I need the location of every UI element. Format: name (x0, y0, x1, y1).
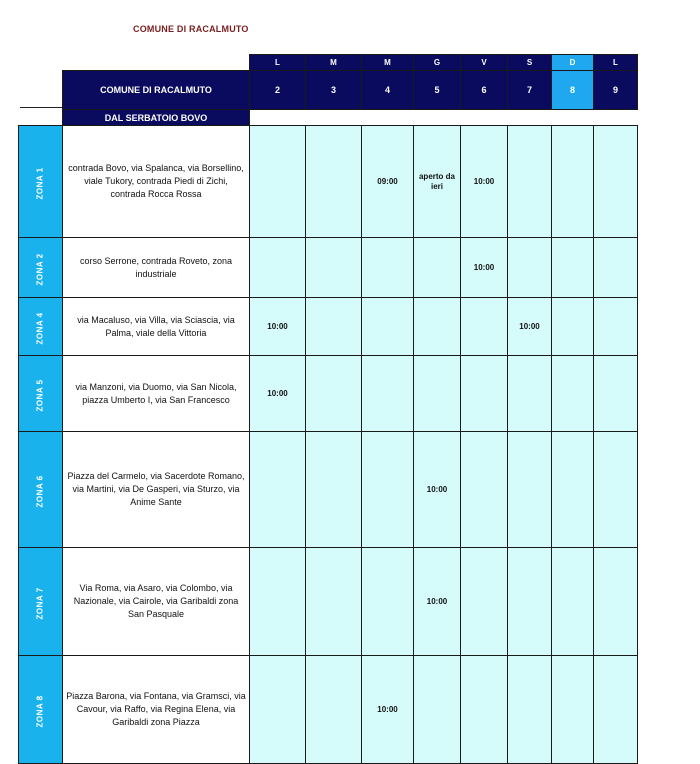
schedule-cell: 10:00 (414, 548, 461, 656)
day-number: 2 (250, 71, 306, 110)
schedule-cell (461, 548, 508, 656)
zone-streets: Piazza Barona, via Fontana, via Gramsci, via Cavour, via Raffo, via Regina Elena, via Garibaldi zona Piazza (63, 656, 250, 764)
schedule-cell (362, 356, 414, 432)
zone-row (19, 548, 638, 656)
schedule-cell (508, 238, 552, 298)
day-letter: S (508, 55, 552, 71)
day-letter-row (19, 55, 638, 71)
zone-streets: contrada Bovo, via Spalanca, via Borsellino, viale Tukory, contrada Piedi di Zichi, contrada Rocca Rossa (63, 126, 250, 238)
schedule-cell (250, 238, 306, 298)
table-header-label: COMUNE DI RACALMUTO (63, 71, 250, 110)
zone-label: ZONA 8 (19, 656, 63, 764)
schedule-cell (552, 356, 594, 432)
day-number: 9 (594, 71, 638, 110)
schedule-cell (508, 548, 552, 656)
day-number: 7 (508, 71, 552, 110)
schedule-cell (552, 238, 594, 298)
schedule-cell (362, 432, 414, 548)
day-number-highlighted: 8 (552, 71, 594, 110)
sub-header-label: DAL SERBATOIO BOVO (63, 110, 250, 126)
zone-label: ZONA 4 (19, 298, 63, 356)
schedule-cell (250, 656, 306, 764)
day-letter: L (250, 55, 306, 71)
schedule-cell (461, 356, 508, 432)
schedule-cell (594, 238, 638, 298)
day-letter-highlighted: D (552, 55, 594, 71)
schedule-cell (594, 298, 638, 356)
zone-streets: via Macaluso, via Villa, via Sciascia, via Palma, viale della Vittoria (63, 298, 250, 356)
day-number-row (19, 71, 638, 110)
schedule-cell: 10:00 (414, 432, 461, 548)
schedule-cell (552, 548, 594, 656)
schedule-cell (306, 656, 362, 764)
day-letter: M (306, 55, 362, 71)
schedule-cell (594, 432, 638, 548)
zone-label: ZONA 2 (19, 238, 63, 298)
day-number: 6 (461, 71, 508, 110)
zone-label: ZONA 1 (19, 126, 63, 238)
day-letter: G (414, 55, 461, 71)
schedule-cell (414, 656, 461, 764)
schedule-cell: aperto da ieri (414, 126, 461, 238)
schedule-cell: 10:00 (461, 238, 508, 298)
schedule-cell (461, 298, 508, 356)
day-number: 3 (306, 71, 362, 110)
zone-label: ZONA 7 (19, 548, 63, 656)
schedule-cell (362, 548, 414, 656)
zone-row (19, 126, 638, 238)
schedule-cell (552, 656, 594, 764)
schedule-cell: 10:00 (461, 126, 508, 238)
schedule-cell (508, 356, 552, 432)
zone-row (19, 298, 638, 356)
document-title: COMUNE DI RACALMUTO (133, 24, 249, 34)
schedule-cell (306, 298, 362, 356)
schedule-cell (508, 126, 552, 238)
zone-streets: corso Serrone, contrada Roveto, zona industriale (63, 238, 250, 298)
schedule-cell (461, 432, 508, 548)
schedule-cell (508, 432, 552, 548)
zone-row (19, 432, 638, 548)
zone-streets: via Manzoni, via Duomo, via San Nicola, piazza Umberto I, via San Francesco (63, 356, 250, 432)
schedule-cell (552, 298, 594, 356)
water-schedule-table (18, 54, 638, 764)
schedule-cell: 10:00 (362, 656, 414, 764)
schedule-cell: 10:00 (250, 298, 306, 356)
schedule-cell (552, 432, 594, 548)
schedule-cell (414, 238, 461, 298)
schedule-cell (594, 656, 638, 764)
day-number: 4 (362, 71, 414, 110)
schedule-cell (306, 126, 362, 238)
schedule-cell (306, 432, 362, 548)
schedule-cell (250, 126, 306, 238)
zone-streets: Via Roma, via Asaro, via Colombo, via Nazionale, via Cairole, via Garibaldi zona San Pasquale (63, 548, 250, 656)
sub-header-row (19, 110, 638, 126)
day-letter: M (362, 55, 414, 71)
schedule-cell (362, 238, 414, 298)
schedule-cell (594, 548, 638, 656)
schedule-cell (414, 356, 461, 432)
zone-label: ZONA 5 (19, 356, 63, 432)
schedule-cell (306, 548, 362, 656)
zone-row (19, 238, 638, 298)
schedule-cell: 09:00 (362, 126, 414, 238)
schedule-cell (594, 356, 638, 432)
zone-row (19, 656, 638, 764)
zone-row (19, 356, 638, 432)
schedule-cell (362, 298, 414, 356)
schedule-cell (552, 126, 594, 238)
day-number: 5 (414, 71, 461, 110)
schedule-cell: 10:00 (508, 298, 552, 356)
schedule-cell (306, 356, 362, 432)
day-letter: V (461, 55, 508, 71)
schedule-cell (414, 298, 461, 356)
zone-label: ZONA 6 (19, 432, 63, 548)
schedule-cell (594, 126, 638, 238)
schedule-cell (461, 656, 508, 764)
schedule-cell (508, 656, 552, 764)
day-letter: L (594, 55, 638, 71)
schedule-cell (250, 432, 306, 548)
schedule-cell (250, 548, 306, 656)
schedule-cell (306, 238, 362, 298)
schedule-cell: 10:00 (250, 356, 306, 432)
zone-streets: Piazza del Carmelo, via Sacerdote Romano, via Martini, via De Gasperi, via Sturzo, via Anime Sante (63, 432, 250, 548)
